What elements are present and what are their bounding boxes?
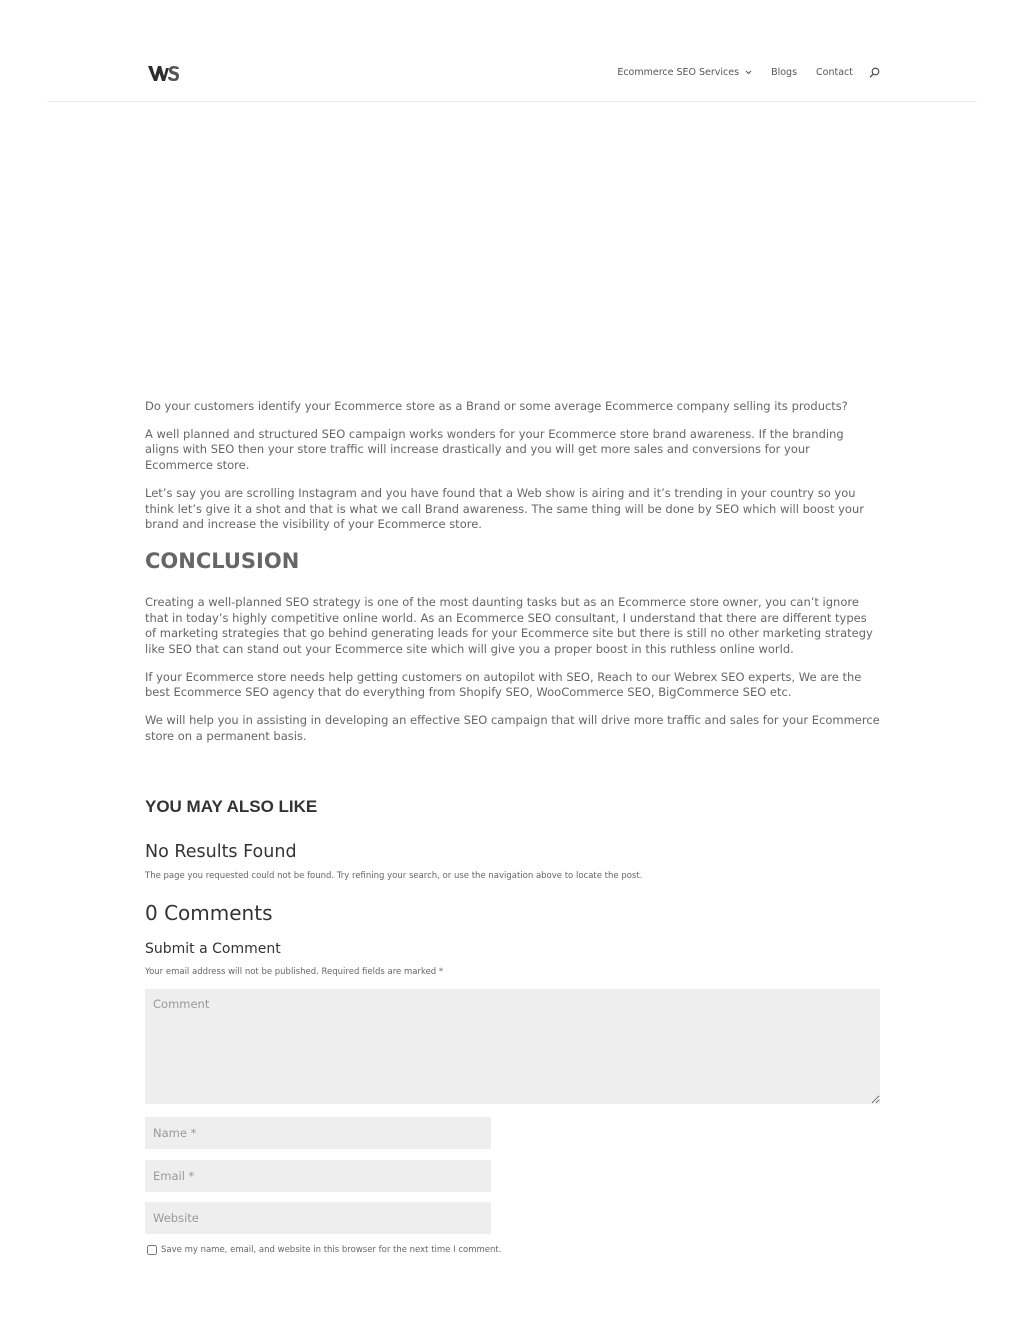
conclusion-heading: CONCLUSION bbox=[145, 548, 300, 573]
main-navigation bbox=[617, 67, 880, 78]
comments-count: 0 Comments bbox=[145, 901, 273, 925]
article-body bbox=[145, 399, 881, 757]
article-paragraph: If your Ecommerce store needs help getting customers on autopilot with SEO, Reach to our Webrex SEO experts, We are the best Ecommerce SEO agency that do everything from Shopify SEO, WooCommerce SEO, BigCommerce SEO etc. bbox=[145, 669, 862, 700]
name-input[interactable] bbox=[145, 1117, 491, 1149]
search-icon[interactable] bbox=[869, 67, 880, 78]
no-results-title: No Results Found bbox=[145, 842, 297, 862]
article-paragraph: Do your customers identify your Ecommerce store as a Brand or some average Ecommerce company selling its products? bbox=[145, 399, 848, 413]
nav-label: Ecommerce SEO Services bbox=[617, 67, 740, 78]
nav-contact[interactable] bbox=[816, 67, 853, 78]
no-results-text: The page you requested could not be found. Try refining your search, or use the navigation above to locate the post. bbox=[145, 871, 643, 881]
submit-comment-title: Submit a Comment bbox=[145, 941, 281, 957]
article-paragraph: Let’s say you are scrolling Instagram and you have found that a Web show is airing and it’s trending in your country so you think let’s give it a shot and that is what we call Brand awareness. The same thing will be done by SEO which will boost your brand and increase the visibility of your Ecommerce store. bbox=[145, 485, 864, 532]
article-paragraph: We will help you in assisting in developing an effective SEO campaign that will drive more traffic and sales for your Ecommerce store on a permanent basis. bbox=[145, 713, 880, 743]
comment-notes: Your email address will not be published. Required fields are marked * bbox=[145, 967, 444, 977]
nav-label: Blogs bbox=[771, 67, 798, 78]
nav-blogs[interactable] bbox=[771, 67, 797, 78]
site-header bbox=[47, 0, 977, 102]
article-paragraph: Creating a well-planned SEO strategy is one of the most daunting tasks but as an Ecommerce store owner, you can’t ignore that in today’s highly competitive online world. As an Ecommerce SEO consultant, I understand that there are different types of marketing strategies that go behind generating leads for your Ecommerce site but there is still no other marketing strategy like SEO that can stand out your Ecommerce site which will give you a proper boost in this ruthless online world. bbox=[145, 594, 873, 657]
email-input[interactable] bbox=[145, 1160, 491, 1192]
site-logo[interactable] bbox=[147, 62, 181, 84]
cookie-consent bbox=[145, 1245, 501, 1255]
consent-checkbox[interactable] bbox=[147, 1245, 157, 1255]
nav-ecommerce-seo-services[interactable] bbox=[617, 67, 752, 78]
comment-textarea[interactable] bbox=[145, 989, 880, 1104]
article-paragraph: A well planned and structured SEO campaign works wonders for your Ecommerce store brand awareness. If the branding aligns with SEO then your store traffic will increase drastically and you will get more sales and conversions for your Ecommerce store. bbox=[145, 426, 844, 473]
website-input[interactable] bbox=[145, 1202, 491, 1234]
nav-label: Contact bbox=[816, 67, 853, 78]
chevron-down-icon bbox=[745, 70, 752, 75]
related-posts-heading: YOU MAY ALSO LIKE bbox=[145, 797, 318, 816]
consent-label[interactable]: Save my name, email, and website in this browser for the next time I comment. bbox=[161, 1245, 502, 1255]
